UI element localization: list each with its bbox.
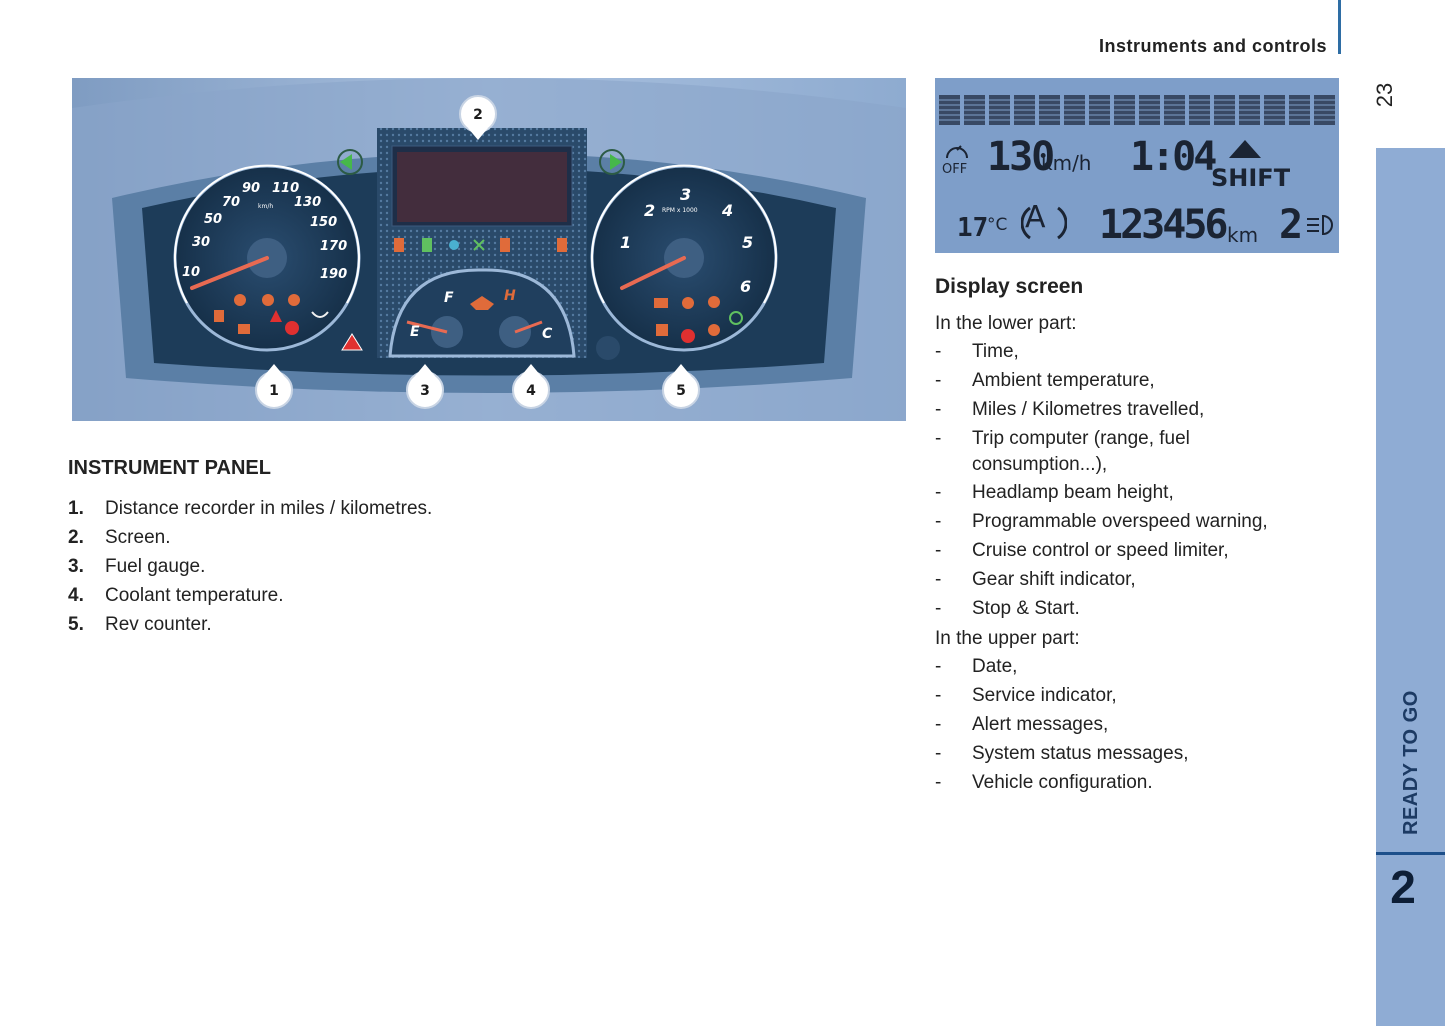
- upper-part-list: [935, 654, 1335, 799]
- svg-text:3: 3: [680, 185, 692, 204]
- legend-item: [68, 556, 432, 585]
- display-screen-description: [935, 310, 1335, 799]
- instrument-panel-illustration: [72, 78, 906, 421]
- list-item: - Time,: [935, 339, 1335, 368]
- list-item: - Gear shift indicator,: [935, 567, 1335, 596]
- center-screen-glow: [397, 152, 567, 222]
- list-item-text: Alert messages,: [972, 714, 1109, 735]
- list-item-text: Cruise control or speed limiter,: [972, 540, 1229, 561]
- list-item-text: Programmable overspeed warning,: [972, 511, 1268, 532]
- svg-text:150: 150: [310, 215, 338, 230]
- stop-start-icon: [943, 138, 971, 162]
- lower-part-list: [935, 339, 1335, 625]
- svg-text:90: 90: [242, 181, 261, 196]
- svg-text:5: 5: [742, 233, 754, 252]
- svg-text:30: 30: [192, 235, 211, 250]
- lcd-auto-symbol: A: [1025, 200, 1046, 235]
- lcd-speed-value: 130: [987, 134, 1054, 180]
- list-item-text: Time,: [972, 341, 1019, 362]
- svg-text:70: 70: [222, 195, 241, 210]
- legend-item: [68, 585, 432, 614]
- upper-part-intro: In the upper part:: [935, 628, 1080, 649]
- legend-item-number: 1.: [68, 498, 84, 519]
- list-item: - Trip computer (range, fuel consumption...),: [935, 426, 1335, 480]
- lcd-speed-unit: km/h: [1041, 151, 1092, 175]
- legend-item-number: 2.: [68, 527, 84, 548]
- list-item: - Programmable overspeed warning,: [935, 509, 1335, 538]
- list-item-text: Vehicle configuration.: [972, 772, 1153, 793]
- lcd-odometer: 123456: [1099, 202, 1226, 248]
- legend-item: [68, 614, 432, 643]
- svg-text:110: 110: [272, 181, 300, 196]
- list-item: - Stop & Start.: [935, 596, 1335, 625]
- display-screen-title: Display screen: [935, 275, 1084, 298]
- list-item: - Service indicator,: [935, 683, 1335, 712]
- lcd-beam-level: 2: [1279, 202, 1304, 248]
- rev-counter: [592, 166, 776, 350]
- svg-text:E: E: [410, 324, 420, 340]
- list-item-text: Service indicator,: [972, 685, 1117, 706]
- legend-item: [68, 498, 432, 527]
- svg-text:50: 50: [204, 212, 223, 227]
- svg-text:3: 3: [420, 383, 430, 399]
- instrument-panel-legend: [68, 498, 432, 643]
- list-item: - Vehicle configuration.: [935, 770, 1335, 799]
- svg-text:F: F: [444, 290, 454, 306]
- svg-text:1: 1: [269, 383, 279, 399]
- page-number: 23: [1372, 82, 1397, 108]
- legend-item-text: Coolant temperature.: [105, 585, 284, 606]
- svg-text:km/h: km/h: [258, 203, 274, 210]
- list-item-text: Headlamp beam height,: [972, 482, 1174, 503]
- svg-text:4: 4: [526, 383, 536, 399]
- svg-text:1: 1: [620, 233, 632, 252]
- legend-item: [68, 527, 432, 556]
- list-item-text: Stop & Start.: [972, 598, 1080, 619]
- svg-text:170: 170: [320, 239, 348, 254]
- list-item: - Ambient temperature,: [935, 368, 1335, 397]
- legend-item-text: Screen.: [105, 527, 171, 548]
- list-item-text: Date,: [972, 656, 1018, 677]
- svg-text:4: 4: [722, 201, 734, 220]
- list-item-text: Miles / Kilometres travelled,: [972, 399, 1205, 420]
- svg-text:2: 2: [644, 201, 656, 220]
- lcd-temperature-unit: °C: [987, 215, 1008, 235]
- list-item-text: Ambient temperature,: [972, 370, 1155, 391]
- lcd-segment-row: [938, 95, 1338, 125]
- svg-text:2: 2: [473, 107, 483, 123]
- lcd-temperature: 17: [957, 213, 989, 243]
- list-item: - System status messages,: [935, 741, 1335, 770]
- section-header-title: Instruments and controls: [1098, 36, 1327, 56]
- legend-item-number: 5.: [68, 614, 84, 635]
- list-item: - Miles / Kilometres travelled,: [935, 397, 1335, 426]
- lower-part-intro: In the lower part:: [935, 313, 1077, 334]
- lcd-shift-label: SHIFT: [1211, 164, 1291, 192]
- legend-item-text: Rev counter.: [105, 614, 212, 635]
- legend-item-text: Fuel gauge.: [105, 556, 206, 577]
- list-item: - Headlamp beam height,: [935, 480, 1335, 509]
- legend-item-number: 3.: [68, 556, 84, 577]
- chapter-number: 2: [1390, 861, 1416, 913]
- list-item-text: Trip computer (range, fuel consumption...),: [972, 428, 1190, 475]
- svg-text:C: C: [542, 326, 553, 342]
- chapter-tab-divider: [1376, 852, 1445, 855]
- stop-start-off-label: OFF: [942, 162, 968, 177]
- chapter-tab-label: READY TO GO: [1400, 690, 1422, 835]
- svg-text:10: 10: [182, 265, 201, 280]
- list-item-text: Gear shift indicator,: [972, 569, 1136, 590]
- svg-text:RPM x 1000: RPM x 1000: [662, 207, 698, 214]
- stop-start-lamp: [596, 336, 620, 360]
- svg-text:190: 190: [320, 267, 348, 282]
- list-item: - Alert messages,: [935, 712, 1335, 741]
- instrument-panel-title: INSTRUMENT PANEL: [68, 457, 271, 479]
- list-item: - Date,: [935, 654, 1335, 683]
- svg-text:H: H: [504, 288, 516, 304]
- svg-text:130: 130: [294, 195, 322, 210]
- list-item: - Cruise control or speed limiter,: [935, 538, 1335, 567]
- headlamp-beam-icon: [1305, 212, 1335, 238]
- lcd-odometer-unit: km: [1227, 223, 1259, 247]
- legend-item-number: 4.: [68, 585, 84, 606]
- svg-text:5: 5: [676, 383, 686, 399]
- legend-item-text: Distance recorder in miles / kilometres.: [105, 498, 433, 519]
- svg-text:6: 6: [740, 277, 752, 296]
- shift-up-arrow-icon: [1227, 136, 1263, 160]
- list-item-text: System status messages,: [972, 743, 1189, 764]
- lcd-time: 1:04: [1130, 134, 1215, 180]
- speedometer: [175, 166, 359, 350]
- header-rule: [1338, 0, 1341, 54]
- display-screen-example: [935, 78, 1339, 253]
